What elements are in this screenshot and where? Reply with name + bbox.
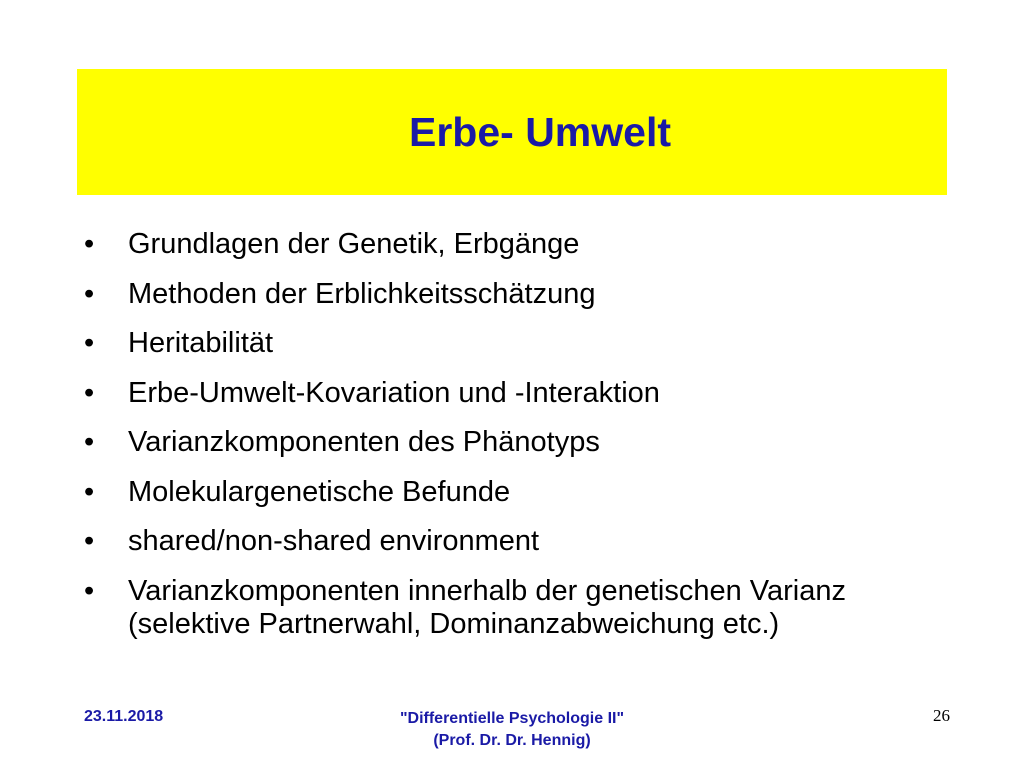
bullet-item [84, 476, 964, 509]
bullet-text: Varianzkomponenten des Phänotyps [128, 426, 600, 458]
bullet-item [84, 426, 964, 459]
bullet-icon: • [84, 574, 95, 607]
bullet-text: Molekulargenetische Befunde [128, 475, 511, 508]
bullet-icon: • [84, 426, 95, 458]
bullet-item [84, 327, 964, 360]
bullet-item [84, 377, 964, 410]
bullet-item [84, 278, 964, 311]
footer-course-title [362, 708, 662, 752]
bullet-item [84, 525, 964, 558]
bullet-icon: • [84, 277, 95, 310]
page-number: 26 [933, 706, 950, 725]
bullet-list [84, 228, 964, 657]
bullet-text: shared/non-shared environment [128, 525, 540, 557]
bullet-icon: • [84, 228, 95, 260]
slide-title: Erbe- Umwelt [409, 108, 671, 155]
footer-date: 23.11.2018 [84, 708, 164, 725]
footer-course-lecturer: (Prof. Dr. Dr. Hennig) [433, 732, 591, 749]
bullet-item [84, 228, 964, 261]
bullet-text: Heritabilität [128, 327, 274, 359]
bullet-text: Methoden der Erblichkeitsschätzung [128, 277, 596, 310]
bullet-item [84, 575, 964, 641]
bullet-text: Erbe-Umwelt-Kovariation und -Interaktion [128, 376, 660, 409]
bullet-icon: • [84, 525, 95, 557]
bullet-text: Grundlagen der Genetik, Erbgänge [128, 228, 580, 260]
bullet-text: Varianzkomponenten innerhalb der genetischen Varianz (selektive Partnerwahl, Dominanzabweichung etc.) [128, 574, 846, 640]
bullet-icon: • [84, 376, 95, 409]
title-banner [77, 69, 947, 195]
bullet-icon: • [84, 475, 95, 508]
bullet-icon: • [84, 327, 95, 359]
footer-course-name: "Differentielle Psychologie II" [399, 710, 625, 727]
